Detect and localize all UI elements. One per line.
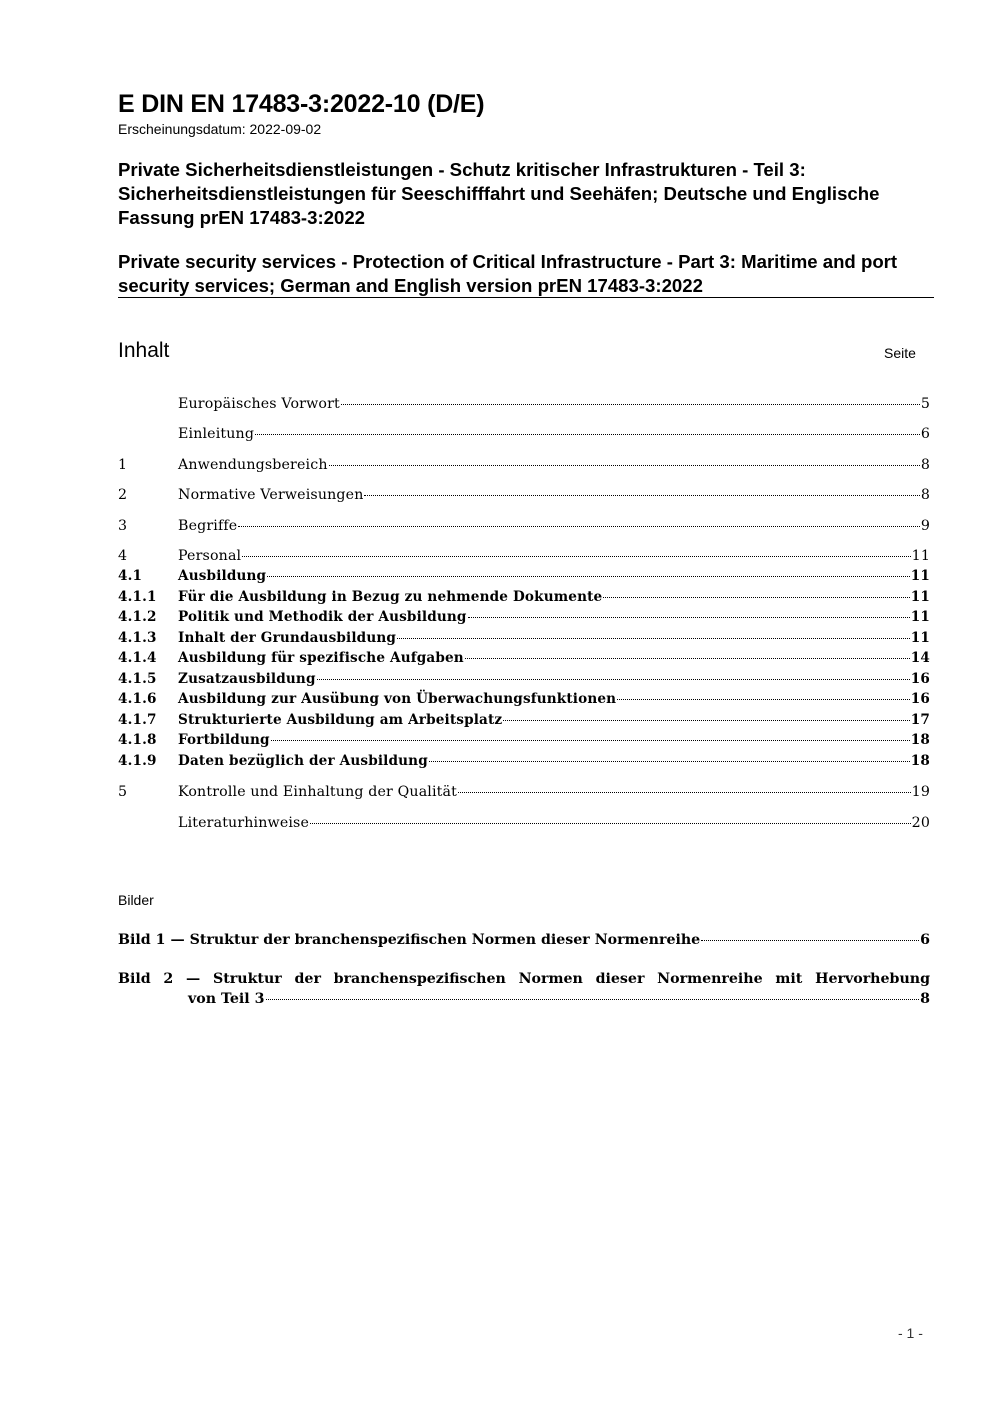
toc-entry-label: Europäisches Vorwort [178,396,340,412]
toc-entry[interactable] [118,782,930,802]
toc-entry-label: Ausbildung [178,568,267,584]
toc-entry-label: Literaturhinweise [178,815,310,831]
toc-entry-label: Kontrolle und Einhaltung der Qualität [178,784,457,800]
toc-entry[interactable] [118,813,930,833]
toc-entry-page: 19 [911,784,930,800]
toc-entry-label: Daten bezüglich der Ausbildung [178,753,428,769]
toc-leader-dots [242,556,910,557]
title-divider [118,297,934,298]
toc-leader-dots [310,823,911,824]
toc-entry-label: Ausbildung für spezifische Aufgaben [178,650,464,666]
toc-leader-dots [267,576,910,577]
toc-entry-page: 17 [910,712,930,728]
toc-entry-number: 4.1.8 [118,732,157,748]
toc-entry[interactable] [118,546,930,566]
toc-leader-dots [458,792,911,793]
document-id: E DIN EN 17483-3:2022-10 (D/E) [118,90,485,118]
toc-leader-dots [271,740,910,741]
toc-entry-number: 3 [118,518,128,534]
toc-entry[interactable] [118,516,930,536]
publication-date: Erscheinungsdatum: 2022-09-02 [118,121,322,137]
toc-entry-number: 4.1.6 [118,691,157,707]
toc-entry[interactable] [118,710,930,730]
toc-page-label: Seite [884,345,916,361]
toc-entry[interactable] [118,394,930,414]
toc-leader-dots [503,720,909,721]
toc-entry-label: Normative Verweisungen [178,487,364,503]
toc-entry-number: 2 [118,487,128,503]
toc-entry-number: 4.1.2 [118,609,157,625]
toc-leader-dots [317,679,910,680]
toc-entry-number: 4.1.3 [118,630,157,646]
toc-entry[interactable] [118,455,930,475]
toc-entry-page: 5 [920,396,930,412]
toc-leader-dots [364,495,919,496]
toc-entry-number: 4.1.1 [118,589,157,605]
toc-entry-number: 1 [118,457,128,473]
toc-entry-page: 16 [910,671,930,687]
toc-entry-label: Einleitung [178,426,255,442]
toc-entry[interactable] [118,689,930,709]
page-number: - 1 - [898,1325,923,1341]
toc-entry[interactable] [118,587,930,607]
toc-entry-number: 4.1 [118,568,143,584]
toc-leader-dots [238,526,919,527]
toc-entry-label: Strukturierte Ausbildung am Arbeitsplatz [178,712,503,728]
toc-entry-page: 16 [910,691,930,707]
figure-entry-label-line2: von Teil 3 [188,991,265,1007]
toc-leader-dots [429,761,910,762]
toc-entry[interactable] [118,607,930,627]
figure-entry-label-line1: Bild 2 — Struktur der branchenspezifischen Normen dieser Normenreihe mit Hervorhebung [118,971,930,987]
figure-entry-label: Bild 1 — Struktur der branchenspezifischen Normen dieser Normenreihe [118,932,701,948]
figure-leader-dots [701,940,919,941]
figure-entry[interactable] [118,930,930,950]
toc-heading: Inhalt [118,339,170,362]
toc-entry-page: 11 [910,630,930,646]
toc-entry[interactable] [118,485,930,505]
toc-entry-number: 4.1.4 [118,650,157,666]
toc-entry[interactable] [118,669,930,689]
toc-leader-dots [465,658,910,659]
toc-entry-number: 4.1.7 [118,712,157,728]
toc-entry[interactable] [118,751,930,771]
toc-entry-label: Inhalt der Grundausbildung [178,630,397,646]
figure-entry-page: 8 [920,991,930,1007]
toc-entry-number: 4.1.5 [118,671,157,687]
toc-entry-page: 18 [910,753,930,769]
toc-entry[interactable] [118,628,930,648]
toc-entry-label: Anwendungsbereich [178,457,328,473]
toc-entry-label: Personal [178,548,242,564]
toc-entry-number: 4 [118,548,128,564]
title-german: Private Sicherheitsdienstleistungen - Schutz kritischer Infrastrukturen - Teil 3: Sicherheitsdienstleistungen für Seeschifffahrt und Seehäfen; Deutsche und Englische Fassung prEN 17483-3:2022 [118,159,880,228]
toc-entry-number: 5 [118,784,128,800]
toc-entry[interactable] [118,648,930,668]
toc-leader-dots [397,638,910,639]
toc-leader-dots [255,434,920,435]
toc-entry-page: 11 [910,568,930,584]
toc-entry-page: 6 [920,426,930,442]
toc-entry-page: 11 [910,609,930,625]
toc-entry-label: Begriffe [178,518,238,534]
title-english: Private security services - Protection of Critical Infrastructure - Part 3: Maritime and port security services; German and English version prEN 17483-3:2022 [118,251,898,296]
toc-entry[interactable] [118,424,930,444]
toc-entry-label: Politik und Methodik der Ausbildung [178,609,467,625]
toc-leader-dots [341,404,920,405]
toc-entry-label: Zusatzausbildung [178,671,316,687]
figure-entry[interactable] [118,969,930,1009]
toc-entry-page: 11 [910,589,930,605]
toc-leader-dots [468,617,910,618]
toc-entry-page: 9 [920,518,930,534]
toc-entry-number: 4.1.9 [118,753,157,769]
toc-entry-label: Für die Ausbildung in Bezug zu nehmende Dokumente [178,589,603,605]
toc-entry[interactable] [118,566,930,586]
toc-entry-page: 8 [920,487,930,503]
toc-entry-page: 18 [910,732,930,748]
toc-entry-label: Fortbildung [178,732,270,748]
figures-heading: Bilder [118,892,154,908]
toc-leader-dots [329,465,920,466]
toc-entry-page: 20 [911,815,930,831]
figure-entry-page: 6 [920,932,930,948]
toc-entry-label: Ausbildung zur Ausübung von Überwachungsfunktionen [178,691,617,707]
toc-entry[interactable] [118,730,930,750]
toc-leader-dots [603,597,909,598]
toc-entry-page: 14 [910,650,930,666]
toc-entry-page: 11 [911,548,930,564]
toc-entry-page: 8 [920,457,930,473]
toc-leader-dots [617,699,910,700]
figure-leader-dots [266,999,920,1000]
